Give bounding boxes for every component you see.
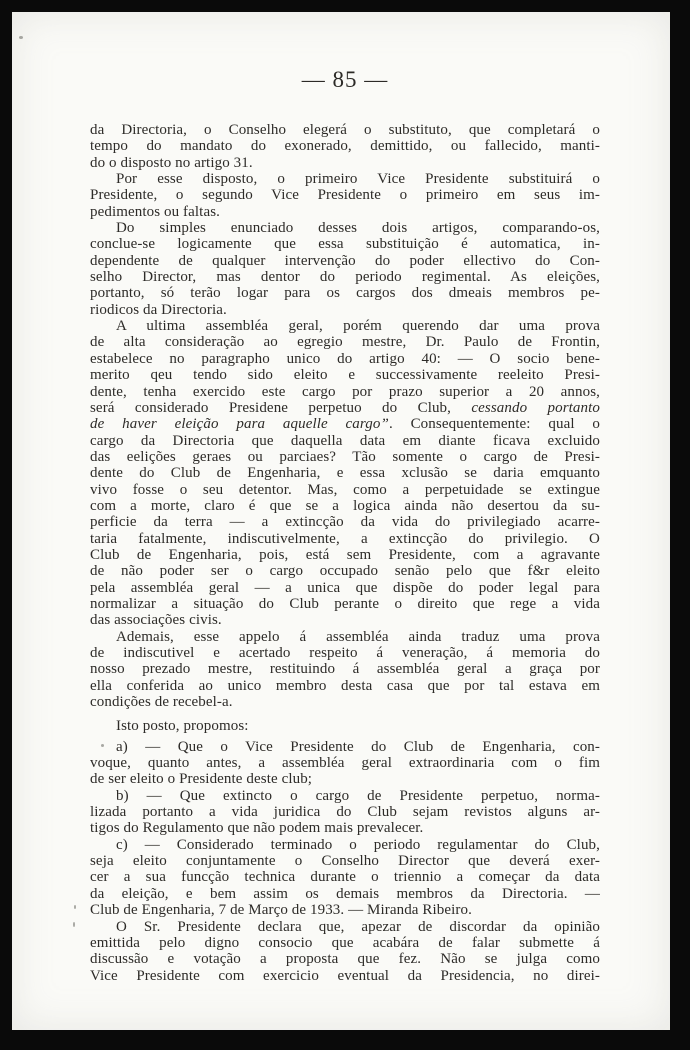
text-segment: tigos do Regulamento que não podem mais prevalecer. [90, 820, 424, 837]
text-line [90, 498, 600, 514]
document-page [12, 12, 670, 1030]
text-segment: nosso prezado mestre, restituindo á assembléa geral a graça por [90, 661, 600, 678]
text-segment: da eleição, e bem assim os demais membros da Directoria. — [90, 885, 600, 902]
scan-speck [74, 905, 76, 909]
text-line [90, 514, 600, 530]
text-segment: discussão e votação a proposta que fez. Não se julga como [90, 951, 600, 968]
text-line [90, 580, 600, 596]
text-line [90, 771, 600, 787]
text-line [90, 596, 600, 612]
text-segment: Club de Engenharia, 7 de Março de 1933. — Miranda Ribeiro. [90, 902, 472, 919]
text-segment: O Sr. Presidente declara que, apezar de discordar da opinião [116, 918, 600, 935]
text-line [90, 935, 600, 951]
text-block [90, 122, 600, 984]
text-line [90, 138, 600, 154]
text-line [90, 739, 600, 755]
text-segment: da Directoria, o Conselho elegerá o substituto, que completará o [90, 122, 600, 138]
text-segment: voque, quanto antes, a assembléa geral extraordinaria com o fim [90, 755, 600, 772]
text-line [90, 968, 600, 984]
text-line [90, 155, 600, 171]
text-line [90, 253, 600, 269]
text-line [90, 951, 600, 967]
text-segment: tempo do mandato do exonerado, demittido, ou fallecido, manti- [90, 138, 600, 155]
text-segment: cargo da Directoria que daquella data em diante ficava excluido [90, 432, 600, 449]
text-segment: emittida pelo digno consocio que acabára de falar submette á [90, 934, 600, 951]
text-line [90, 220, 600, 236]
text-segment: seja eleito conjuntamente o Conselho Director que deverá exer- [90, 853, 600, 870]
text-line [90, 804, 600, 820]
text-line [90, 367, 600, 383]
text-line [90, 629, 600, 645]
text-segment: A ultima assembléa geral, porém querendo dar uma prova [116, 318, 600, 335]
text-segment: condições de recebel-a. [90, 694, 233, 711]
text-segment: das eelições geraes ou parciaes? Tão somente o cargo de Presi- [90, 448, 600, 465]
text-line [90, 465, 600, 481]
text-line [90, 449, 600, 465]
text-line [90, 547, 600, 563]
text-line [90, 351, 600, 367]
text-segment: cer a sua funcção technica durante o triennio a começar da data [90, 869, 600, 886]
scan-speck [101, 744, 104, 747]
text-segment: c) — Considerado terminado o periodo regulamentar do Club, [116, 836, 600, 853]
text-segment: com a morte, claro é que se a logica ainda não desertou da su- [90, 497, 600, 514]
text-line [90, 187, 600, 203]
text-segment: dente, tenha exercido este cargo por prazo superior a 20 annos, [90, 383, 600, 400]
text-line [90, 820, 600, 836]
text-line [90, 837, 600, 853]
text-segment: vivo fosse o seu detentor. Mas, como a perpetuidade se extingue [90, 481, 600, 498]
text-segment: Ademais, esse appelo á assembléa ainda traduz uma prova [116, 628, 600, 645]
text-line [90, 788, 600, 804]
text-line [90, 318, 600, 334]
text-segment: taria fatalmente, indiscutivelmente, a extincção do privilegio. O [90, 530, 600, 547]
text-segment: Presidente, o segundo Vice Presidente o primeiro em seus im- [90, 187, 600, 204]
text-segment: de não poder ser o cargo occupado senão pelo que f&r eleito [90, 563, 600, 580]
text-line [90, 269, 600, 285]
text-line [90, 612, 600, 628]
text-line [90, 902, 600, 918]
text-segment: lizada portanto a vida juridica do Club sejam revistos alguns ar- [90, 804, 600, 821]
text-line [90, 531, 600, 547]
text-segment: a) — Que o Vice Presidente do Club de Engenharia, con- [116, 738, 600, 755]
text-line [90, 302, 600, 318]
text-segment: dente do Club de Engenharia, e essa xclusão se daria emquanto [90, 465, 600, 482]
text-line [90, 482, 600, 498]
text-segment: pela assembléa geral — a unica que dispõe do poder legal para [90, 579, 600, 596]
text-line [90, 122, 600, 138]
text-segment: . Consequentemente: qual o [388, 416, 600, 433]
text-segment: merito qeu tendo sido eleito e successivamente reeleito Presi- [90, 367, 600, 384]
text-segment: selho Director, mas dentor do periodo regimental. As eleições, [90, 269, 600, 286]
text-segment: das associações civis. [90, 612, 222, 629]
text-line [90, 869, 600, 885]
text-segment: riodicos da Directoria. [90, 301, 227, 318]
text-line [90, 678, 600, 694]
text-line [90, 204, 600, 220]
text-line [90, 563, 600, 579]
text-segment: de alta consideração ao egregio mestre, Dr. Paulo de Frontin, [90, 334, 600, 351]
text-segment: conclue-se logicamente que essa substituição é automatica, in- [90, 236, 600, 253]
text-segment: será considerado Presidene perpetuo do Club, [90, 399, 472, 416]
text-line [90, 433, 600, 449]
scan-speck [73, 922, 75, 927]
text-line [90, 236, 600, 252]
text-segment: ella conferida ao unico membro desta casa que por tal estava em [90, 677, 600, 694]
text-line [90, 400, 600, 416]
italic-text-segment: de haver eleição para aquelle cargo” [90, 416, 389, 433]
text-segment: estabelece no paragrapho unico do artigo 40: — O socio bene- [90, 350, 600, 367]
text-line [90, 755, 600, 771]
text-segment: Por esse disposto, o primeiro Vice Presidente substituirá o [116, 171, 600, 188]
scan-speck [19, 36, 23, 39]
text-line [90, 718, 600, 734]
text-segment: Club de Engenharia, pois, está sem Presidente, com a agravante [90, 546, 600, 563]
text-line [90, 919, 600, 935]
text-line [90, 334, 600, 350]
text-segment: de ser eleito o Presidente deste club; [90, 771, 313, 788]
text-line [90, 645, 600, 661]
text-line [90, 694, 600, 710]
text-line [90, 886, 600, 902]
text-line [90, 416, 600, 432]
text-segment: portanto, só terão logar para os cargos dos dmeais membros pe- [90, 285, 600, 302]
page-number: — 85 — [301, 67, 389, 92]
text-line [90, 853, 600, 869]
text-line [90, 384, 600, 400]
text-segment: do o disposto no artigo 31. [90, 154, 253, 171]
text-segment: b) — Que extincto o cargo de Presidente perpetuo, norma- [116, 787, 600, 804]
text-segment: Do simples enunciado desses dois artigos, comparando-os, [116, 220, 600, 237]
text-segment: de indiscutivel e acertado respeito á veneração, á memoria do [90, 645, 600, 661]
text-segment: perficie da terra — a extincção da vida do privilegiado acarre- [90, 514, 600, 531]
text-segment: Isto posto, propomos: [116, 718, 249, 735]
text-segment: dependente de qualquer intervenção do poder ellectivo do Con- [90, 252, 600, 269]
text-line [90, 285, 600, 301]
text-line [90, 661, 600, 677]
text-segment: Vice Presidente com exercicio eventual da Presidencia, no direi- [90, 967, 600, 984]
italic-text-segment: cessando portanto [471, 399, 600, 416]
text-line [90, 171, 600, 187]
text-segment: normalizar a situação do Club perante o direito que rege a vida [90, 595, 600, 612]
text-segment: pedimentos ou faltas. [90, 203, 220, 220]
